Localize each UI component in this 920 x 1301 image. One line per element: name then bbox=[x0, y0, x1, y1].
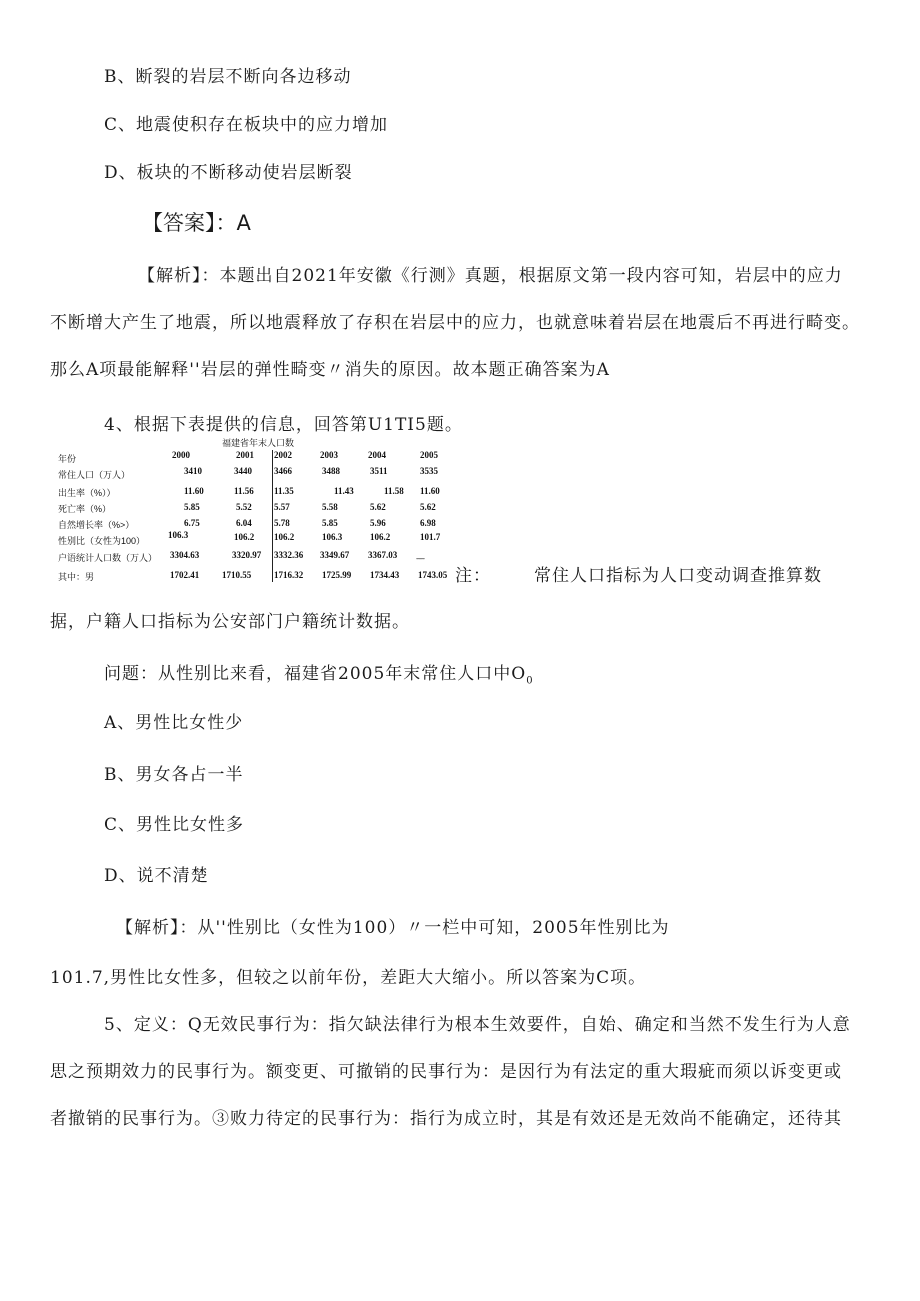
cell: 6.98 bbox=[420, 518, 436, 528]
table-year-label: 年份 bbox=[58, 454, 77, 464]
analysis-q4-line-1: 【解析】：从''性别比（女性为100）〃一栏中可知，2005年性别比为 bbox=[116, 918, 670, 938]
question-5-line-1: 5、定义：Q无效民事行为：指欠缺法律行为根本生效要件，自始、确定和当然不发生行为人意 bbox=[104, 1015, 851, 1035]
option-c-q3: C、地震使积存在板块中的应力增加 bbox=[104, 115, 389, 135]
cell: 11.56 bbox=[234, 486, 254, 496]
question-4-sub: 0 bbox=[526, 675, 534, 687]
table-title: 福建省年末人口数 bbox=[222, 438, 295, 448]
option-b-q3: B、断裂的岩层不断向各边移动 bbox=[104, 67, 352, 87]
row-label: 户语统计人口数（万人） bbox=[58, 553, 158, 563]
cell: 1734.43 bbox=[370, 570, 400, 580]
cell: 3320.97 bbox=[232, 550, 262, 560]
cell: 3410 bbox=[184, 466, 202, 476]
cell: 11.58 bbox=[384, 486, 404, 496]
question-5-line-3: 者撤销的民事行为。③败力待定的民事行为：指行为成立时，其是有效还是无效尚不能确定，还待其 bbox=[50, 1109, 842, 1129]
note-line-2: 据，户籍人口指标为公安部门户籍统计数据。 bbox=[50, 612, 410, 632]
year-header: 2002 bbox=[274, 450, 292, 460]
cell: 106.3 bbox=[322, 532, 343, 542]
analysis-q4-line-2: 101.7,男性比女性多，但较之以前年份，差距大大缩小。所以答案为C项。 bbox=[50, 968, 647, 988]
option-c-q4: C、男性比女性多 bbox=[104, 815, 245, 835]
cell: 5.52 bbox=[236, 502, 252, 512]
row-label: 常住人口（万人） bbox=[58, 470, 131, 480]
question-4-main: 问题：从性别比来看，福建省2005年末常住人口中O bbox=[104, 664, 527, 684]
year-header: 2004 bbox=[368, 450, 386, 460]
analysis-q3-line-2: 不断增大产生了地震，所以地震释放了存积在岩层中的应力，也就意味着岩层在地震后不再进行畸变。 bbox=[50, 313, 860, 333]
cell: 106.2 bbox=[234, 532, 255, 542]
cell: 1716.32 bbox=[274, 570, 304, 580]
year-header: 2005 bbox=[420, 450, 438, 460]
note-lead: 注： bbox=[455, 566, 491, 586]
cell: 11.60 bbox=[420, 486, 440, 496]
cell: 3466 bbox=[274, 466, 292, 476]
cell: 5.85 bbox=[184, 502, 200, 512]
cell: 3511 bbox=[370, 466, 388, 476]
note-line-1: 常住人口指标为人口变动调查推算数 bbox=[534, 566, 822, 586]
cell: 5.62 bbox=[420, 502, 436, 512]
cell: 3488 bbox=[322, 466, 340, 476]
cell: 6.04 bbox=[236, 518, 252, 528]
cell: 3349.67 bbox=[320, 550, 350, 560]
year-header: 2000 bbox=[172, 450, 190, 460]
cell: 5.58 bbox=[322, 502, 338, 512]
row-label: 性别比（女性为100） bbox=[58, 536, 146, 546]
analysis-q3-line-3: 那么A项最能解释''岩层的弹性畸变〃消失的原因。故本题正确答案为A bbox=[50, 360, 610, 380]
cell: 106.2 bbox=[274, 532, 295, 542]
question-4-text bbox=[104, 659, 534, 686]
cell: 1710.55 bbox=[222, 570, 252, 580]
cell: 3367.03 bbox=[368, 550, 398, 560]
row-label: 死亡率（%） bbox=[58, 504, 112, 514]
cell: 11.43 bbox=[334, 486, 354, 496]
cell: 101.7 bbox=[420, 532, 441, 542]
year-header: 2001 bbox=[236, 450, 254, 460]
option-b-q4: B、男女各占一半 bbox=[104, 765, 244, 785]
cell: 3535 bbox=[420, 466, 438, 476]
row-label: 其中：男 bbox=[58, 572, 95, 582]
cell: 5.96 bbox=[370, 518, 386, 528]
population-table bbox=[58, 436, 458, 586]
option-a-q4: A、男性比女性少 bbox=[104, 713, 244, 733]
cell: 1702.41 bbox=[170, 570, 200, 580]
faint-cell-marks: ------ bbox=[416, 556, 424, 563]
cell: 11.60 bbox=[184, 486, 204, 496]
question-5-line-2: 思之预期效力的民事行为。额变更、可撤销的民事行为：是因行为有法定的重大瑕疵而须以诉变更或 bbox=[50, 1062, 842, 1082]
cell: 5.78 bbox=[274, 518, 290, 528]
cell: 3440 bbox=[234, 466, 252, 476]
analysis-q3-line-1: 【解析】：本题出自2021年安徽《行测》真题，根据原文第一段内容可知，岩层中的应力 bbox=[138, 266, 843, 286]
cell: 6.75 bbox=[184, 518, 200, 528]
year-header: 2003 bbox=[320, 450, 338, 460]
cell: 3304.63 bbox=[170, 550, 200, 560]
cell: 106.2 bbox=[370, 532, 391, 542]
cell: 5.62 bbox=[370, 502, 386, 512]
cell: 5.85 bbox=[322, 518, 338, 528]
cell: 5.57 bbox=[274, 502, 290, 512]
cell: 3332.36 bbox=[274, 550, 304, 560]
cell: 1725.99 bbox=[322, 570, 352, 580]
cell: 106.3 bbox=[168, 530, 189, 540]
answer-q3: 【答案】：A bbox=[142, 211, 251, 235]
option-d-q3: D、板块的不断移动使岩层断裂 bbox=[104, 163, 353, 183]
row-label: 自然增长率（%>） bbox=[58, 520, 135, 530]
cell: 11.35 bbox=[274, 486, 294, 496]
question-4-intro: 4、根据下表提供的信息，回答第U1TI5题。 bbox=[104, 415, 463, 435]
row-label: 出生率（%）） bbox=[58, 488, 116, 498]
cell: 1743.05 bbox=[418, 570, 448, 580]
option-d-q4: D、说不清楚 bbox=[104, 866, 209, 886]
table-divider bbox=[272, 450, 273, 582]
